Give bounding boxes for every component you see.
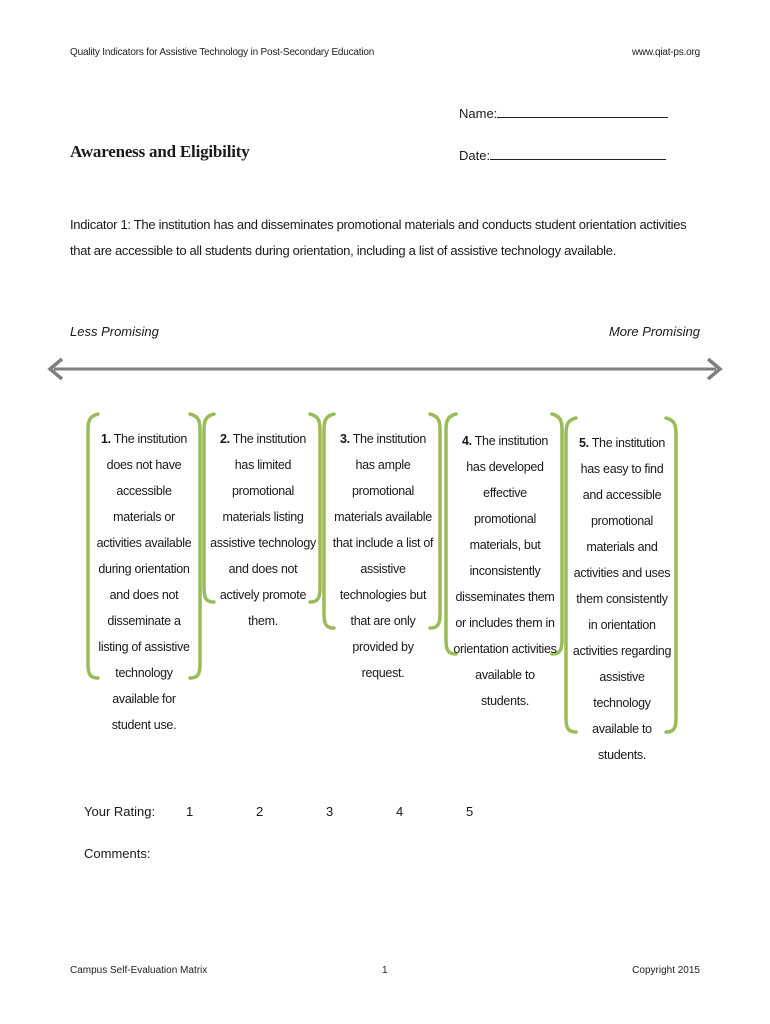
rating-option-4[interactable]: 4 bbox=[396, 804, 404, 819]
level-4-text: The institution has developed effective promotional materials, but inconsistently disseminates them or includes them in orientation activities available to students. bbox=[453, 434, 557, 708]
rating-option-3[interactable]: 3 bbox=[326, 804, 334, 819]
rating-option-2[interactable]: 2 bbox=[256, 804, 264, 819]
level-3-number: 3. bbox=[339, 432, 350, 446]
level-4-number: 4. bbox=[461, 434, 472, 448]
level-card-4 bbox=[452, 428, 558, 714]
level-card-5 bbox=[572, 430, 672, 768]
level-3-text: The institution has ample promotional materials available that include a list of assistive technologies but that are only provided by request. bbox=[332, 432, 434, 680]
header-document-title: Quality Indicators for Assistive Technology in Post-Secondary Education bbox=[70, 47, 375, 58]
level-5-text: The institution has easy to find and accessible promotional materials and activities and uses them consistently in orientation activities regarding assistive technology available to students. bbox=[572, 436, 672, 762]
level-card-3 bbox=[330, 426, 436, 686]
page-number: 1 bbox=[382, 965, 388, 976]
level-card-2 bbox=[210, 426, 316, 634]
level-card-1 bbox=[92, 426, 196, 738]
rating-option-5[interactable]: 5 bbox=[466, 804, 474, 819]
date-label: Date: bbox=[459, 148, 491, 163]
footer-copyright: Copyright 2015 bbox=[632, 965, 700, 976]
level-2-number: 2. bbox=[219, 432, 230, 446]
level-1-number: 1. bbox=[100, 432, 111, 446]
less-promising-label: Less Promising bbox=[70, 324, 159, 339]
rating-option-1[interactable]: 1 bbox=[186, 804, 194, 819]
header-website: www.qiat-ps.org bbox=[631, 47, 700, 58]
indicator-text: Indicator 1: The institution has and disseminates promotional materials and conducts student orientation activities that are accessible to all students during orientation, including a list of assistive technology available. bbox=[70, 217, 687, 258]
more-promising-label: More Promising bbox=[608, 324, 700, 339]
level-2-text: The institution has limited promotional materials listing assistive technology and does not actively promote them. bbox=[210, 432, 316, 628]
rating-label: Your Rating: bbox=[84, 804, 156, 819]
level-1-text: The institution does not have accessible materials or activities available during orientation and does not disseminate a listing of assistive technology available for student use. bbox=[96, 432, 192, 732]
section-title: Awareness and Eligibility bbox=[70, 142, 250, 161]
footer-left: Campus Self-Evaluation Matrix bbox=[70, 965, 208, 976]
level-5-number: 5. bbox=[578, 436, 589, 450]
name-label: Name: bbox=[459, 106, 498, 121]
comments-label: Comments: bbox=[84, 846, 151, 861]
